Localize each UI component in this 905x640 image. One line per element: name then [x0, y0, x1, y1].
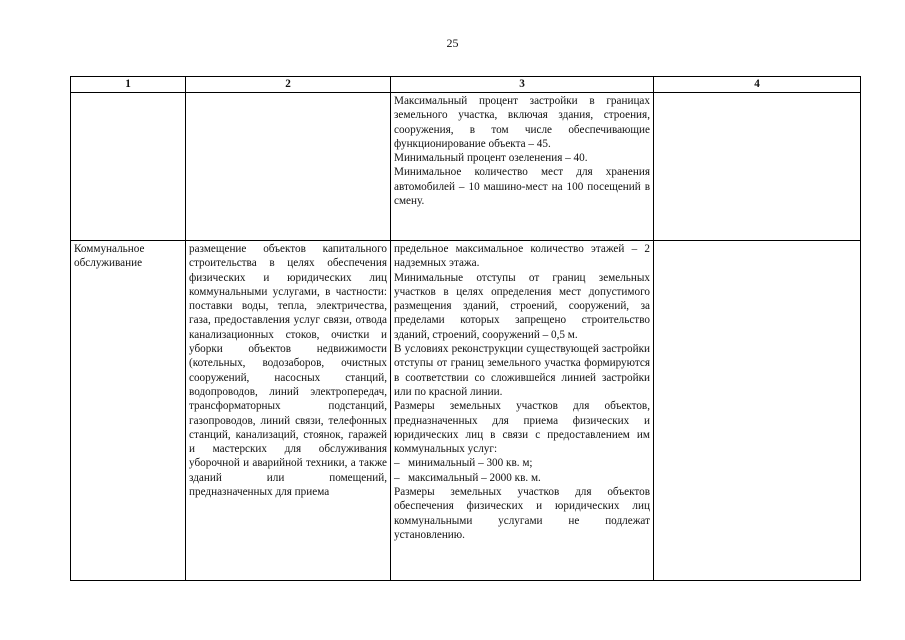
- table-cell: [654, 93, 861, 241]
- parameter-text: предельное максимальное количество этажей – 2 надземных этажа.: [394, 243, 650, 270]
- table-cell: [654, 241, 861, 581]
- list-item: – максимальный – 2000 кв. м.: [394, 471, 650, 485]
- list-item: – минимальный – 300 кв. м;: [394, 456, 650, 470]
- table-cell: [186, 93, 391, 241]
- column-header: 1: [71, 77, 186, 93]
- column-header: 4: [654, 77, 861, 93]
- description-cell: [186, 241, 391, 581]
- table-header-row: [71, 77, 861, 93]
- parameters-cell: [391, 93, 654, 241]
- column-header: 3: [391, 77, 654, 93]
- land-use-type-cell: Коммунальное обслуживание: [71, 241, 186, 581]
- table-cell: [71, 93, 186, 241]
- parameter-text: Размеры земельных участков для объектов, предназначенных для приема физических и юридических лиц в связи с предоставлением им коммунальных услуг:: [394, 400, 650, 456]
- parameter-text: Максимальный процент застройки в границах земельного участка, включая здания, строения, сооружения, в том числе обеспечивающие функционирование объекта – 45.: [394, 95, 650, 150]
- parameter-text: Минимальное количество мест для хранения автомобилей – 10 машино-мест на 100 посещений в смену.: [394, 166, 650, 208]
- page-number: 25: [446, 36, 459, 50]
- parameters-cell: [391, 241, 654, 581]
- column-header: 2: [186, 77, 391, 93]
- table-row: [71, 93, 861, 241]
- size-list: [394, 456, 650, 485]
- parameter-text: Размеры земельных участков для объектов обеспечения физических и юридических лиц коммунальными услугами не подлежат установлению.: [394, 486, 650, 541]
- parameter-text: Минимальные отступы от границ земельных участков в целях определения мест допустимого размещения зданий, строений, сооружений, за пределами которых запрещено строительство зданий, строений, сооружений – 0,5 м.: [394, 271, 650, 341]
- table-row: [71, 241, 861, 581]
- regulations-table: [70, 76, 861, 581]
- description-text: размещение объектов капитального строительства в целях обеспечения физических и юридических лиц коммунальными услугами, в частности: поставки воды, тепла, электричества, газа, предоставления услуг связи, отвода канализационных стоков, очистки и уборки объектов недвижимости (котельных, водозаборов, очистных сооружений, насосных станций, водопроводов, линий электропередач, трансформаторных подстанций, газопроводов, линий связи, телефонных станций, канализаций, стоянок, гаражей и мастерских для обслуживания уборочной и аварийной техники, а также зданий или помещений, предназначенных для приема: [189, 243, 387, 499]
- parameter-text: В условиях реконструкции существующей застройки отступы от границ земельного участка формируются в соответствии со сложившейся линией застройки или по красной линии.: [394, 343, 650, 398]
- parameter-text: Минимальный процент озеленения – 40.: [394, 152, 588, 165]
